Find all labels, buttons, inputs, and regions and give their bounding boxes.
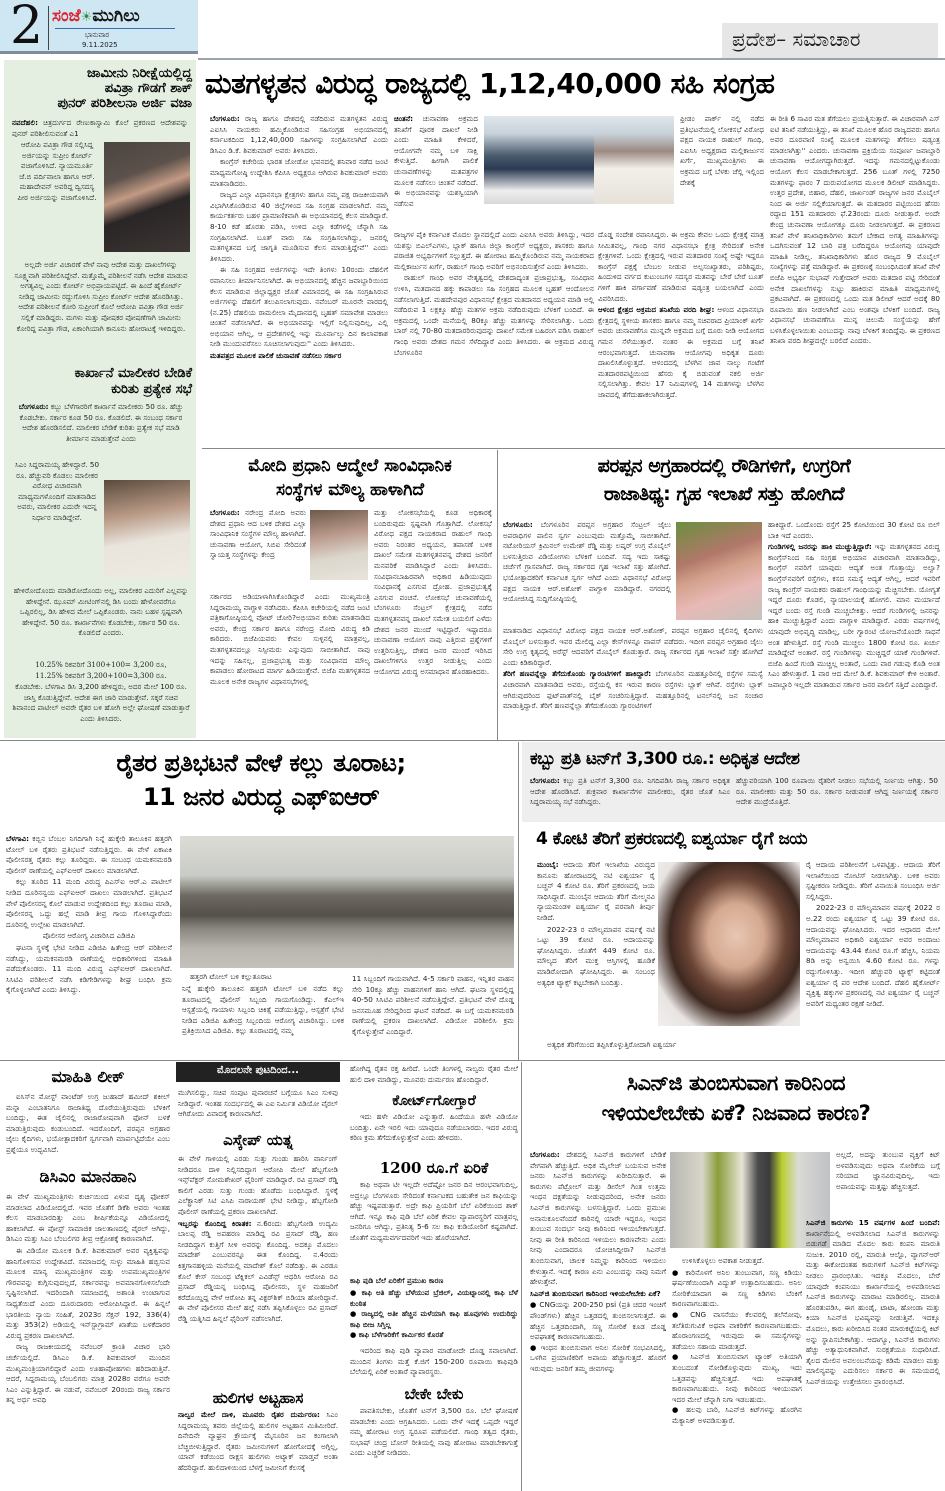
lead-col-2: ರಾಜ್ಯಗಳ ಪೈಕಿ ಕರ್ನಾಟಕ ಮೊದಲ ಸ್ಥಾನದಲ್ಲಿದೆ ಎಂದು ಎಐಸಿಸಿ ಅವರು ತಿಳಿಸಿದ್ದು, ಇದರ ಯಶಸ್ಸು ಬಿಎಲ್‌ಎಗಳು, ಬ್ಲಾಕ್ ಹಾಗೂ ಜಿಲ್ಲಾ ಕಾಂಗ್ರೆಸ್ ಅಧ್ಯಕ್ಷರು, ಶಾಸಕರು ಹಾಗೂ ಪರಾಜಿತ ಅಭ್ಯರ್ಥಿಗಳಿಗೆ ಸಲ್ಲುತ್ತದೆ. ಈ ಹೋರಾಟ ಹಮ್ಮಿಕೊಂಡಿರುವ ನಮ್ಮ ನಾಯಕರಾದ ಮಲ್ಲಿಕಾರ್ಜುನ ಖರ್ಗೆ, ರಾಹುಲ್ ಗಾಂಧಿ ಅವರಿಗೆ ಅಭಿನಂದಿಸುತ್ತೇನೆ ಎಂದು ತಿಳಿಸಿದರು. ರಾಹುಲ್ ಗಾಂಧಿ ಅವರ ನೇತೃತ್ವದಲ್ಲಿ ದೇಶದಾದ್ಯಂತ ಪ್ರಜಾಪ್ರಭುತ್ವ, ಸಂವಿಧಾನ ಉಳಿಸಿ, ಮತದಾನದ ಹಕ್ಕು ಕಾಪಾಡಲು ಸಹಿ ಸಂಗ್ರಹದ ಮೂಲಕ ಬೃಹತ್ ಆಂದೋಲನ ನಡೆಸಲಾಗುತ್ತಿದೆ. ಮಹದೇವಪುರ ವಿಧಾನಸಭೆ ಕ್ಷೇತ್ರದ ಮತದಾನದ ಅಧ್ಯಯನ ಮಾಡಿ ಅಲ್ಲಿ ನಡೆದಿರುವ 1 ಲಕ್ಷಕ್ಕೂ ಹೆಚ್ಚು ಮತಗಳ ಅಕ್ರಮ ನಡೆದಿರುವುದು ಬೆಳಕಿಗೆ ಬಂದಿದೆ. ಈ ಅಕ್ರಮದಲ್ಲಿ ಒಂದೇ ಮನೆಯಲ್ಲಿ 80ಕ್ಕೂ ಹೆಚ್ಚು ಮತಗಳನ್ನು ಸೇರಿಸಲಾಗಿತ್ತು. ಒಂದು ಬಾರ್ ನಲ್ಲಿ 70-80 ಮತದಾರರಿರುವುದನ್ನು ದಾಖಲೆ ಸಮೇತ ಬಹಿರಂಗ ಪಡಿಸಿ ರಾಹುಲ್ ಗಾಂಧಿ ಅವರು ದೇಶದ ಗಮನ ಸೆಳೆದಿದ್ದಾರೆ ಎಂದು ತಿಳಿಸಿದರು. ಈ ಅಕ್ರಮದ ವಿರುದ್ಧ ಬೆಂಗಳೂರಿನ (394, 230, 594, 357)
sugarcane-box (522, 742, 945, 822)
logo-underline (55, 28, 175, 29)
masthead-divider (48, 6, 49, 50)
cng-col-3-wrap: ಅಲ್ಲದೆ, ಅದನ್ನು ತುಂಬುವ ವ್ಯಕ್ತಿಗೆ ಕಿಟ್ ಅಳವಡಿಸುವುದು ಅಥವಾ ಸೋರಿಕೆಯ ಬಗ್ಗೆ ಸರಿಯಾದ ಜ್ಞಾನವಿರುವುದಿಲ್ಲ, ಇದು ಅಪಾಯವನ್ನು ಮತ್ತಷ್ಟು ಹೆಚ್ಚಿಸುತ್ತದೆ. (836, 1150, 940, 1191)
coffee-reasons-title: ಕಾಫಿ ಪುಡಿ ಬೆಲೆ ಏರಿಕೆಗೆ ಪ್ರಮುಖ ಕಾರಣ (350, 1276, 444, 1285)
siddaramaiah-photo (104, 480, 190, 578)
farmers-col-2: ನಿನ್ನೆ ಹುಕ್ಕೇರಿ ತಾಲೂಕಿನ ಹತ್ತರಗಿ ಟೋಲ್ ಬಳಿ ನಡೆದ ಕಲ್ಲು ತೂರಾಟದಲ್ಲಿ ಪೊಲೀಸ್ ಸಿಬ್ಬಂದಿ ಗಾಯಗೊಂಡಿದ್ದು. ಕೆಎಲ್‌ಇ ಆಸ್ಪತ್ರೆಯಲ್ಲಿ ಗಾಯಾಳು ಸಿಬ್ಬಂದಿ ಚಿಕಿತ್ಸೆ ಪಡೆಯುತ್ತಿದ್ದು, ಆಸ್ಪತ್ರೆಗೆ ಭೇಟಿ ನೀಡಿದ ಎಡಿಜಿಪಿ ಹಿತೇಂದ್ರ ಸಿಬ್ಬಂದಿಯ ಆರೋಗ್ಯ ವಿಚಾರಿಸಿದ್ದು. ಬಳಿಕ ಪ್ರತಿಕ್ರಿಯಿಸಿದ ಎಡಿಜಿಪಿ. ಕಲ್ಲು ತೂರಾಟದಲ್ಲಿ ನಮ್ಮ (182, 984, 344, 1036)
coffee-tail: ಇದರಿಂದ ಕಾಫಿ ಪುಡಿ ವ್ಯಾಪಾರ ಮಾಡೋದೇ ದೊಡ್ಡ ಸವಾಲಾಗಿದೆ. ಮುಂದಿನ ತಿಂಗಳು ಮತ್ತೆ ಕೆ.ಜಿಗೆ 150-200 ರೂಪಾಯಿ ಕಾಫಿಪುಡಿ ಬೆಲೆಯಲ್ಲಿ ಏರಿಕೆ ಅಂತಾರೆ ವ್ಯಾಪಾರಸ್ಥರು. (350, 1346, 518, 1377)
sidebar-calc-1: 10.25% ರಿಕವರಿಗೆ 3100+100= 3,200 ರೂ, (35, 660, 167, 669)
continued-banner (176, 1062, 340, 1082)
coffee-reason-item: ● ಕಾಫಿ ಬೆಳೆಗಾರಿಕೆಗೆ ಕಾರ್ಮಿಕರ ಕೊರತೆ (350, 1330, 518, 1341)
lead-col-3: ದೊಡ್ಡ ಸಂದೇಶ ರವಾನಿಸಿದ್ದರು. ಈ ಅಕ್ರಮ ಕೇವಲ ಒಂದು ಕ್ಷೇತ್ರಕ್ಕೆ ಮಾತ್ರ ಸೀಮಿತವಲ್ಲ, ಗಾಂಧಿ ನಗರ ವಿಧಾನಸಭಾ ಕ್ಷೇತ್ರ ಸೇರಿದಂತೆ ಅನೇಕ ಕ್ಷೇತ್ರಗಳಿವೆ. ಒಂದು ಕ್ಷೇತ್ರದಲ್ಲಿ ಇರುವ ಮತದಾರರ ಸಂಖ್ಯೆ ಅಷ್ಟೇ ಇದ್ದರೂ ಕಾಂಗ್ರೆಸ್ ಪಕ್ಷಕ್ಕೆ ಬೆಂಬಲ ನೀಡುವ ಅಲ್ಪಸಂಖ್ಯಾತರು, ಪರಿಶಿಷ್ಟರು, ಹಿಂದುಳಿದ ವರ್ಗದ ಕುಟುಂಬಗಳ ಸದಸ್ಯರ ಮತವನ್ನು ಬೇರೆ ಬೇರೆ ಬೂತ್ ಗಳಿಗೆ ಹಾಕಿ ವರ್ಗಾವಣೆ ಮಾಡಿರುವ ಷಡ್ಯಂತ್ರ ಬಯಲಾಗಿದೆ ಎಂದು ವಿವರಿಸಿದರು. ಆಳಂದ ಕ್ಷೇತ್ರದ ಅಕ್ರಮದ ತನಿಖೆಯ ವರದಿ ಶೀಘ್ರ: ಆಳಂದ ವಿಧಾನಸಭಾ ಕ್ಷೇತ್ರದಲ್ಲಿ ಸ್ಥಳೀಯ ಶಾಸಕರು ಹಾಗೂ ನಮ್ಮ ಸಚಿವರಾದ ಪ್ರಿಯಾಂಕ್ ಖರ್ಗೆ ಅವರು ಚುನಾವಣೆಗೂ ಮುನ್ನವೇ ಅಕ್ರಮದ ಬಗ್ಗೆ ದೂರು ನೀಡಿ ಆಯೋಗದ ಗಮನ ಸೆಳೆಯುತ್ತಾರೆ. ನಂತರ ಈ ಅಕ್ರಮದ ಬಗ್ಗೆ ತನಿಖೆ ಆರಂಭವಾಗುತ್ತದೆ. ಚುನಾವಣಾ ಆಯೋಗವು ಅಧಿಕೃತ ದೂರು ದಾಖಲಿಸಿಕೊಳ್ಳುತ್ತದೆ. ಆಳಂದದಲ್ಲಿ ಬೆಳಗಿನ ಜಾವ ನಾಲ್ಕು ಗಂಟೆಗೆ ಮತದಾರರಪಟ್ಟಿಯಿಂದ ಹೆಸರು ಕೈ ಬಿಡುವಂತೆ ನಕಲಿ ಅರ್ಜಿ ಸಲ್ಲಿಸಲಾಗಿತ್ತು. ಕೇವಲ 17 ನಿಮಿಷಗಳಲ್ಲಿ 14 ಮತಗಳನ್ನು ಬೆಳಗಿನ ಜಾವದಲ್ಲಿ ತೆಗೆದುಹಾಕಲಾಗಿರುತ್ತದೆ. (598, 230, 764, 399)
lead-col-2-wrap: ಚಿಂತನೆ: ಚುನಾವಣಾ ಅಕ್ರಮದ ತನಿಖೆಗೆ ಪೂರಕ ದಾಖಲೆ ನೀಡಿ ಎಂದು ಮಾಹಿತಿ ಕೇಳಿದರೆ, ಆಯೋಗವೇ ನಮ್ಮ ಬಳಿ ಸಾಕ್ಷಿ ಕೇಳುತ್ತಿದೆ. ಹೀಗಾಗಿ ಪಾಲಿಕೆ ಚುನಾವಣೆಗಳನ್ನು ಮತಪತ್ರಗಳ ಮೂಲಕ ನಡೆಸಲು ಚಿಂತನೆ ನಡೆದಿದೆ. ಈ ಅಭಿಯಾನವನ್ನು ಯಶಸ್ವಿಯಾಗಿ ನಡೆಸುವ (394, 114, 478, 208)
modi-col-2: ಮತ್ತು ಲೋಕಸಭೆಯಲ್ಲಿ ಕೂಡ ಅಧಿಕಾರಕ್ಕೆ ಬಂದಿರುವುದು ಸ್ಪಷ್ಟವಾಗಿ ಗೊತ್ತಾಗಿದೆ. ಲೋಕಸಭೆ ವಿರೋಧ ಪಕ್ಷದ ನಾಯಕರಾದ ರಾಹುಲ್ ಗಾಂಧಿ ಅವರು ನಿರಂತರ ಅಧ್ಯಯನ, ತಪಾಸಣೆ ಬಳಿಕ ದಾಖಲೆ ಸಮೇತ ಮತಗಳ್ಳತನವನ್ನ ದೇಶದ ಜನರಿಗೆ ಮನವರಿಕೆ ಮಾಡಿಸಿದ್ದಾರೆ ಎಂದು ತಿಳಿಸಿದರು. ಸಂವಿಧಾನಬಾಹಿರವಾಗಿ ಅಧಿಕಾರ ಹಿಡಿಯುವುದು ಸಂವಿಧಾನಕ್ಕೆ ಎಸಗುವ ದ್ರೋಹ. ಪ್ರಜಾಪ್ರಭುತ್ವಕ್ಕೆ ಎಸಗುವ ವಂಚನೆ. ಲೋಕಸಭೆ ಚುನಾವಣೆಯಲ್ಲಿ ಬೆಂಗಳೂರು ಸೆಂಟ್ರಲ್ ಕ್ಷೇತ್ರದಲ್ಲಿ ನಡೆದ ಮತಗಳ್ಳತನವನ್ನ ದಾಖಲೆ ಸಮೇತ ಬಯಲಿಗೆ ಎಳೆದು ದೇಶದ ಜನರ ಮುಂದೆ ಇಟ್ಟಿದ್ದಾರೆ. ಇಷ್ಟಾದರೂ ಚುನಾವಣಾ ಆಯೋಗ ನಾವು ಎತ್ತಿರುವ ಪ್ರಶ್ನೆಗಳಿಗೆ ಉತ್ತರಿಸುತ್ತಿಲ್ಲ, ದೇಶದ ಜನರ ಮುಂದೆ ಇರಿಸಿದ ದಾಖಲೆಗಳಿಗೂ ಉತ್ತರ ನೀಡುತ್ತಿಲ್ಲ ಎಂದು ಆಯೋಗದ ವಿರುದ್ಧ ಅಸಮಾಧಾನ ಹೊರಹಾಕಿದರು. (374, 508, 492, 676)
sidebar-headline-2: ಕಾರ್ಖಾನೆ ಮಾಲೀಕರ ಬೇಡಿಕೆ ಕುರಿತು ಪ್ರತ್ಯೇಕ ಸಭೆ (74, 366, 192, 397)
sunrise-logo-icon: ☀ (80, 10, 93, 25)
modi-col-1: ಸರ್ಕಾರದ ಅಡಿಯಾಳಾಗಿಸಿಕೊಂಡಿದ್ದಾರೆ ಎಂದು ಮುಖ್ಯಮಂತ್ರಿ ಸಿದ್ದರಾಮಯ್ಯ ವಾಗ್ದಾಳಿ ನಡೆಸಿದರು. ಕೆಪಿಸಿಸಿ ಕಚೇರಿಯಲ್ಲಿ ನಡೆದ ಜಂಟಿ ಪತ್ರಿಕಾಗೋಷ್ಠಿಯಲ್ಲಿ ವೋಟ್ ಚೋರಿ?ಅಭಿಯಾನ ಕುರಿತು ಮಾತನಾಡಿದ ಅವರು, ಕೇಂದ್ರ ಸರ್ಕಾರ ಹಾಗೂ ನರೇಂದ್ರ ಮೋದಿ ವಿರುದ್ಧ ಕಿಡಿ ಕಾರಿದರು. ಬಿಜೆಪಿಯವರು ಕೇವಲ ಸುಳ್ಳಿನಲ್ಲಿ ಮಾತ್ರವಲ್ಲ, ಮತಗಳ್ಳತನದಲ್ಲೂ ನಿಸ್ಸೀಮರು ಎನ್ನುವುದು ಸಾಬೀತಾಗಿದೆ. ನಾವು ಇದನ್ನು ಸಹಿಸಲ್ಲ, ಪ್ರಜಾಪ್ರಭುತ್ವ ಮತ್ತು ಸಂವಿಧಾನದ ಮೌಲ್ಯ ಕಾಪಾಡಲು ಹೋರಾಟದ ಮಾರ್ಗ ಹಿಡಿಯುತ್ತೇವೆ. ಬಿಜೆಪಿ ಮತಗಳ್ಳತನದ ಮೂಲಕ ಅನೇಕ ರಾಜ್ಯಗಳ ವಿಧಾನಸಭೆಗಳಲ್ಲಿ (210, 592, 370, 686)
lead-col-4: ಈ ರೀತಿ 6 ಸಾವಿರ ಮತ ತೆಗೆಯಲು ಪ್ರಯತ್ನಿಸುತ್ತಾರೆ. ಈ ವಿಚಾರವಾಗಿ ಎಸ್ ಐಟಿ ತನಿಖೆ ನಡೆಯುತ್ತಿದ್ದು, ಈ ತನಿಖೆ ಮೂಲಕ ಹೊರ ರಾಜ್ಯದವರು ಹಾಗೂ ಅವರ ದೂರವಾಣಿ ಸಂಖ್ಯೆ ಮೂಲಕ ಮತಗಳನ್ನು ತೆಗೆಸಲು ಷಡ್ಯಂತ್ರ ಮಾಡಲಾಗಿತ್ತು'' ಎಂದರು. ಚುನಾವಣಾ ಪ್ರಕ್ರಿಯೆಯ ಸಂಪೂರ್ಣ ಜವಾಬ್ದಾರಿ ಚುನಾವಣಾ ಆಯೋಗದ್ದಾಗಿರುತ್ತದೆ. ಇದನ್ನು ಗಮನದಲ್ಲಿಟ್ಟುಕೊಂಡು ಆಯೋಗ ಕೆಲಸ ಮಾಡಬೇಕಾಗುತ್ತದೆ. 256 ಬೂತ್ ಗಳಲ್ಲಿ 7250 ಮತಗಳನ್ನು ಫಾರಂ 7 ದುರುಪಯೋಗದ ಮೂಲಕ ಡಿಲೀಟ್ ಮಾಡಿಸಿದ್ದರು. ಉತ್ತರ ಪ್ರದೇಶ, ಬಿಹಾರ, ದೆಹಲಿ, ಜಾರ್ಖಂಡ್ ರಾಜ್ಯಗಳ ಜನರ ಮೊಬೈಲ್ ನಿಂದ ಈ ಅರ್ಜಿ ಸಲ್ಲಿಕೆಯಾಗುತ್ತದೆ. ಈ ಮತದಾರರ ಪಟ್ಟಿಯಿಂದ ಹೆಸರು ರದ್ದಾದ 151 ಮತದಾರರು ಫೆ.23ರಂದು ದೂರು ನೀಡುತ್ತಾರೆ. ಅಂದೇ ಕೇಂದ್ರ ಚುನಾವಣಾ ಆಯೋಗಕ್ಕೂ ದೂರು ನೀಡಲಾಗುತ್ತದೆ. ಈ ಪ್ರಕರಣದ ತನಿಖೆ ವೇಳೆ ತನಿಖಾಧಿಕಾರಿಗಳು ತಮಗೆ ಬೇಕಾದ ಅಗತ್ಯ ಮಾಹಿತಿಗಳನ್ನು ಒದಗಿಸುವಂತೆ 12 ಬಾರಿ ಪತ್ರ ಬರೆದಿದ್ದರೂ ಆಯೋಗವು ಯಾವುದೇ ಮಾಹಿತಿ ನೀಡಿಲ್ಲ. ತನಿಖಾಧಿಕಾರಿಗಳು ಹೊರ ರಾಜ್ಯದ 9 ಮೊಬೈಲ್ ಸಂಖ್ಯೆಗಳನ್ನು ಪತ್ತೆ ಮಾಡಿದ್ದಾರೆ. ಈ ಪ್ರಕರಣಕ್ಕೆ ಸಂಬಂಧಿಸಿದಂತೆ ತನಿಖೆ ವೇಳೆ ಬಿಜೆಪಿ ಅಭ್ಯರ್ಥಿ ಸುಭಾಷ್ ಗುತ್ತೇದಾರ್ ಅವರು ಮತದಾರ ಪಟ್ಟಿ ಸೇರಿದಂತೆ ಅನೇಕ ದಾಖಲೆಗಳನ್ನು ಸುಟ್ಟು ಹಾಕಿರುವ ಮಾಹಿತಿ ಮಾಧ್ಯಮಗಳಲ್ಲಿ ಪ್ರಕಟವಾಗಿದೆ. ಈ ಪ್ರಕರಣದಲ್ಲಿ ಒಂದು ಮತ ಡಿಲೀಟ್ ಆದರೆ ಅದಕ್ಕೆ 80 ರೂಪಾಯಿ ಹಣ ನೀಡಲಾಗಿದೆ ಎಂಬ ಅಂಶವೂ ಬೆಳಕಿಗೆ ಬಂದಿದೆ. ರಾಜ್ಯ ವಿಧಾನಸಭೆ ಚುನಾವಣೆಗೂ ಮುನ್ನ ಚಿಲುಮೆ ಸಂಸ್ಥೆಯನ್ನು ಹೇಗೆ ಬಳಸಿಕೊಳ್ಳಲಾಯಿತು ಎಂಬುದನ್ನು ನಾವು ಬೆಳಕಿಗೆ ತಂದಿದ್ದೆವು. ಈ ಪ್ರಕರಣದ ತನಿಖಾ ವರದಿ ಶೀಘ್ರದಲ್ಲೇ ಬರಲಿದೆ ಎಂದರು. (770, 114, 940, 346)
court-body: ಇದು ಹಳೇ ವಿಡಿಯೋ ಎನ್ನುತ್ತಾರೆ. ಹಿಂದೆಯೂ ಹಳೇ ವಿಡಿಯೋ ಬಂದಿತ್ತು. ಏನೇ ಇರಲಿ ಇದು ಯಾವುದೂ ನಡೆಯಬಾರದು. ಇದರ ವಿರುದ್ಧ ಕಠಿಣ ಕ್ರಮ ತೆಗೆದುಕೊಳ್ಳುತ್ತೇವೆ ಎಂದು ಹೇಳಿದರು. (350, 1112, 518, 1143)
parappana-headline: ಪರಪ್ಪನ ಅಗ್ರಹಾರದಲ್ಲಿ ರೌಡಿಗಳಿಗೆ, ಉಗ್ರರಿಗೆ ರಾಜಾತಿಥ್ಯ: ಗೃಹ ಇಲಾಖೆ ಸತ್ತು ಹೋಗಿದೆ (597, 455, 851, 505)
cng-bullet: ● ಇಂಧನ ತುಂಬಿಸುವಾಗ ಅನಿಲ ಸೋರಿಕೆ ಸಂಭವಿಸಿದಲ್ಲಿ, ಒಳಗಿನ ಪ್ರಯಾಣಿಕರಿಗೆ ಅಪಾಯ ಹೆಚ್ಚಾಗುತ್ತದೆ. ಹೊರಗೆ ಇರುವುದು ಜನರಿಗೆ ತಮ್ಮ ಜೀವಗಳನ್ನು (530, 1343, 666, 1375)
lower-rule (0, 1060, 945, 1061)
cng-bullet: ● ಹಲವು ಬಾರಿ, ಸಿಎನ್‌ಜಿ ಕಿಟ್‌ಗಳನ್ನು ಹೊರಗಿನ ಮೆಕ್ಯಾನಿಕ್ ಅಳವಡಿಸುತ್ತಾರೆ. (672, 1405, 802, 1426)
escape-headline: ಎಸ್ಕೇಪ್ ಯತ್ನ (223, 1131, 293, 1149)
continued-banner-label: ಮೊದಲನೇ ಪುಟದಿಂದ... (217, 1065, 299, 1076)
continued-body: ಈ ವೇಳೆ ಗಾಳಿಯಲ್ಲಿ ಎರಡು ಸುತ್ತು ಗುಂಡು ಹಾರಿಸಿ ವಾರ್ನಿಂಗ್ ನೀಡಿದರೂ ದಾಳಿ ನಿಲ್ಲಿಸದಿದ್ದಾಗ ಆರೋಪಿ ಮೇಲೆ ಹೆಬ್ಬಗೋಡಿ ಇನ್ಸ್‌ಪೆಕ್ಟರ್ ಸೋಮಶೇಖರ್ ಫೈರಿಂಗ್ ಮಾಡಿದ್ದಾರೆ. ರವಿ ಪ್ರಸಾದ್ ರೆಡ್ಡಿ ಕಾಲಿಗೆ ಎರಡು ಸುತ್ತು ಗುಂಡು ಹೊಡೆದು ಬಂಧಿಸಿದ್ದಾರೆ. ಸ್ಥಳಕ್ಕೆ ಎಲೆಕ್ಟ್ರಾನಿಕ್ ಸಿಟಿ ಎಸಿಪಿ ನಾರಾಯಣ್ ಭೇಟಿ ನೀಡಿದ್ದು, ಹೆಬ್ಬಗೋಡಿ ಪೊಲೀಸ್ ಠಾಣೆಯಲ್ಲಿ ಪ್ರಕರಣ ದಾಖಲಾಗಿದೆ. ಇಬ್ಬರನ್ನು ಕೊಂದಿದ್ದ ಕಿರಾತಕ: ನ.6ರಂದು ಹೆಬ್ಬಗೋಡಿ ಉದ್ಯಮಿ ಬಾಲಪ್ಪ ರೆಡ್ಡಿ ಅಪಹರಣ ಮಾಡಿದ್ದ ರವಿ ಪ್ರಸಾದ್ ರೆಡ್ಡಿ, ಹಣ ನೀಡದಿದ್ದಾಗ ಕುತ್ತಿಗೆ ಸೀಳಿ ಅವರನ್ನು ಕೊಂದಿದ್ದ. ಅದಕ್ಕೂ ಮೊದಲು ಮಾದೇಶ್ ಎಂಬುವರನ್ನೂ ಈತ ಕೊಂದಿದ್ದ. ನ.4ರಂದು ಕಿತ್ತಗಾನಹಳ್ಳಿಯ ಮನೆಯಲ್ಲಿ ಮಾದೇಶ್ ಕೊಲೆ ನಡೆದಿತ್ತು. ಈ ಎರಡೂ ಕೊಲೆ ಕೇಸ್ ಸಂಬಂಧ ಟೆಕ್ನಿಕಲ್ ಎವಿಡೆನ್ಸ್ ಆಧರಿಸಿ ಆರೋಪಿ ರವಿ ಪ್ರಸಾದ್ ರೆಡ್ಡಿಯನ್ನ ಬಂಧಿಸಿದ್ದ ಪೊಲೀಸರು, ಸ್ಥಳ ಮಹಜರಿಗೆ ಕರೆದೊಯ್ದಿದ್ದ ವೇಳೆ ಆರೋಪಿ ತನ್ನ ವಿಕ್ಟರ್‌ಶಿಕ್ ಬಿಡಿಯಾ ಹೋರಿದ್ದಾನೆ. ಈ ವೇಳೆ ಪೊಲೀಸರ ಮೇಲೆ ಹಲ್ಲೆ ನಡೆಸಿ ತಪ್ಪಿಸಿಕೊಳ್ಳಲು ರವಿ ಪ್ರಸಾದ್ ರೆಡ್ಡಿ ಯತ್ನಿಸಿದ ಹಿನ್ನಲೆ ಫೈರಿಂಗ್ ನಡೆಸಲಾಗಿದೆ. (178, 1154, 338, 1323)
aishwarya-photo (658, 862, 800, 1026)
coffee-reason-item: ● ರಾಜ್ಯದಲ್ಲಿ ಅತೀ ಹೆಚ್ಚಿನ ಮಳೆಯಾಗಿ ಕಾಫಿ ಹೂವುಗಳು ಉದುರಿದ್ದು ಕಾಫಿ ಬೀಜ ಸಿಗ್ತಿಲ್ಲ (350, 1309, 518, 1330)
aishwarya-headline: 4 ಕೋಟಿ ತೆರಿಗೆ ಪ್ರಕರಣದಲ್ಲಿ ಐಶ್ವರ್ಯಾ ರೈಗೆ ಜಯ (536, 829, 808, 849)
modi-wrap: ಬೆಂಗಳೂರು: ನರೇಂದ್ರ ಮೋದಿ ಅವರು ದೇಶದ ಪ್ರಧಾನಿ ಆದ ಬಳಿಕ ದೇಶದ ಎಲ್ಲಾ ಸಾಂವಿಧಾನಿಕ ಸಂಸ್ಥೆಗಳ ಮೌಲ್ಯ ಹಾಳಾಗಿದೆ. ಚುನಾವಣಾ ಆಯೋಗ, ಸಿಬಿಐ ಸೇರಿದಂತೆ ಸ್ವಾಯತ್ತ ಸಂಸ್ಥೆಗಳನ್ನು ಕೇಂದ್ರ (210, 508, 306, 560)
sidebar-lead-2: ಬೆಂಗಳೂರು: ಕಬ್ಬು ಬೆಳೆಗಾರರಿಗೆ ಕಾರ್ಖಾನೆ ಮಾಲೀಕರು 50 ರೂ. ಹೆಚ್ಚು ಕೊಡಬೇಕು. ಸರ್ಕಾರ ಕೂಡ 50 ರೂ. ಕೊಡಲಿದೆ. ಈ ಸಂಬಂಧ ಸರ್ಕಾರ ಆದೇಶ ಹೊರಡಿಸಲಿದೆ. ಮಾಲೀಕರ ಬೇಡಿಕೆ ಕುರಿತು ಪ್ರತ್ಯೇಕ ಸಭೆ ಮಾಡಿ ತೀರ್ಮಾನ ಮಾಡುತ್ತೇವೆ ಎಂದು (18, 402, 184, 443)
dcm-headline: ಡಿಸಿಎಂ ಮಾನಹಾನಿ (39, 1167, 137, 1186)
siddaramaiah-modi-photo (310, 510, 368, 580)
farmers-col-1: ಬೆಳಗಾವಿ: ಕಬ್ಬಿನ ಬೆಂಬಲ ನಿಗದಿಗಾಗಿ ನಿನ್ನೆ ಹುಕ್ಕೇರಿ ತಾಲೂಕಿನ ಹತ್ತರಗಿ ಟೋಲ್ ಬಳಿ ರೈತರು ಪ್ರತಿಭಟನೆ ನಡೆಸುತ್ತಿದ್ದರು. ಈ ವೇಳೆ ಏಕಾಏಕಿ ಪೊಲೀಸರತ್ತ ರೈತರು ಕಲ್ಲು ತೂರಿದ್ದರು. ಈ ಸಂಬಂಧ ಯಮಕನಮರಡಿ ಪೊಲೀಸ್ ಠಾಣೆಯಲ್ಲಿ ಎಫ್‌ಐಆರ್ ದಾಖಲು ಮಾಡಲಾಗಿದೆ. ಕಲ್ಲು ತೂರಿದ 11 ಮಂದಿ ವಿರುದ್ಧ ಪಿಎಸ್ಐ ಆರ್.ಎ ಪಾಟೀಲ್ ನೀಡಿದ ದೂರಿನನ್ವಯ ಎಫ್‌ಐಆರ್ ದಾಖಲು ಮಾಡಲಾಗಿದೆ. ಪ್ರತಿಭಟನೆ ವೇಳೆ ಪೊಲೀಸರನ್ನ ಕೊಲೆ ಮಾಡುವ ಉದ್ದೇಶದಿಂದ ಕಲ್ಲು ತೂರಾಟ ಮಾಡಿ, ಪೊಲೀಸರನ್ನ ಒದ್ದು ಹಲ್ಲೆ ಮಾಡಿ ತೀವ್ರ ಗಾಯ ಗೊಳಿಸಿದ್ದಾರೆಂದು ದೂರಿನಲ್ಲಿ ಉಲ್ಲೇಖ ಮಾಡಲಾಗಿದೆ. ಪೊಲೀಸರ ಆರೋಗ್ಯ ವಿಚಾರಿಸಿದ ಎಡಿಜಿಪಿ ಘಟನಾ ಸ್ಥಳಕ್ಕೆ ಭೇಟಿ ನೀಡಿದ ಎಡಿಜಿಪಿ ಹಿತೇಂದ್ರ ಆರ್ ಪರಿಶೀಲನೆ ನಡೆಸಿದ್ದು, ಯಮಕನಮರಡಿ ಠಾಣೆಯಲ್ಲಿ ಅಧಿಕಾರಿಗಳಿಂದ ಮಾಹಿತಿ ಪಡೆದುಕೊಂಡರು. 11 ಮಂದಿ ವಿರುದ್ಧ ಎಫ್‌ಐಆರ್ ದಾಖಲಾಗಿದೆ. ಸಿಸಿಟಿವಿ ಪರಿಶೀಲನೆ ನಡೆಸಿ ಕಿಡಿಗೇಡಿಗಳನ್ನು ಶೀಘ್ರ ಬಂಧಿಸಿ ಕ್ರಮ ಕೈಗೊಳ್ಳಲಾಗಿದೆ ಎಂದು ತಿಳಿಸಿದ್ದು. (6, 834, 172, 995)
parappana-wrap: ಬೆಂಗಳೂರು: ಬೆಂಗಳೂರಿನ ಪರಪ್ಪನ ಅಗ್ರಹಾರ ಸೆಂಟ್ರಲ್ ಜೈಲು ಅಪರಾಧಿಗಳ ಪಾಲಿನ ಸ್ವರ್ಗ ಎಂಬುವುದು ಮತ್ತೊಮ್ಮೆ ಸಾಬೀತಾಗಿದೆ. ನಟೋರಿಯಸ್ ಕ್ರಿಮಿನಲ್ ಉಮೇಶ್ ರೆಡ್ಡಿ ಮತ್ತು ಲಷ್ಕರ್ ಉಗ್ರ ಮೊಬೈಲ್ ಬಳಸುತ್ತಿರುವ ವಿಡಿಯೋಗಳು ಬೆಳಕಿಗೆ ಬಂದಿವೆ. ಸದ್ಯ ಇದು ಸಾಕಷ್ಟು ಚರ್ಚೆಗೆ ಗ್ರಾಸವಾಗಿದೆ. ರಾಜ್ಯ ಸರ್ಕಾರದ ಗೃಹ ಇಲಾಖೆ ಸತ್ತು ಹೋಗಿದೆ. ಭಯೋತ್ಪಾದಕರಿಗೆ ಕರ್ನಾಟಕ ಸ್ವರ್ಗ ಆಗಿದೆ ಎಂದು ವಿಧಾನಸಭೆ ವಿರೋಧ ಪಕ್ಷದ ನಾಯಕ ಆರ್.ಅಶೋಕ್ ವಾಗ್ದಾಳಿ ಮಾಡಿದ್ದಾರೆ. ನಗರದಲ್ಲಿ ಆಯೋಜಿಸಿದ್ದ ಸುದ್ದಿಗೋಷ್ಠಿಯಲ್ಲಿ (503, 520, 671, 604)
sidebar-tail: ಕೊಡಬೇಕು. ಬೆಳಗಾವಿ ಡಿಸಿ 3,200 ಹೇಳಿದ್ದರು, ಅದರ ಮೇಲೆ 100 ರೂ. ಜಾಸ್ತಿ ಕೊಡುತ್ತಿದ್ದೇವೆ. ಆದೇಶ ಈಗ ಜಾರಿ ಮಾಡುತ್ತೇವೆ. ಸಕ್ಕರೆ ಸಚಿವ ಶಿವಾನಂದ ಪಾಟೀಲ್ ಅವರೇ ರೈತರ ಬಳಿ ಹೋಗಿ ಅಲ್ಲೇ ಘೋಷಣೆ ಮಾಡುತ್ತಾರೆ ಎಂದು ತಿಳಿಸಿದರು. (12, 682, 190, 723)
tigers-headline: ಹುಲಿಗಳ ಅಟ್ಟಹಾಸ (212, 1389, 304, 1407)
court-headline: ಕೋರ್ಟ್‌ಗೋಗ್ತಾರೆ (392, 1093, 476, 1109)
sidebar-body-2: ಹೇಳಿರೋದೊಂದು ಮಾಡಿರೋದೊಂದು ಅಲ್ಲ, ಮಾಲೀಕರ ಎದುರಿಗೆ ಎಲ್ಲವನ್ನು ಹೇಳಿದ್ದೇನೆ. ಝೂಮ್ ಮೀಟಿಂಗ್‌ನಲ್ಲಿ ಡಿಸಿ ಬಂದು ಹೇಳೋವರೆಗೂ ಒಪ್ಪಿರಲಿಲ್ಲ, ಡಿಸಿ ಹೇಳಿದ ಮೇಲೆ ಒಪ್ಪಿಕೊಂಡರು. ನಾನು ಬಹಳ ಸ್ಪಷ್ಟವಾಗಿ ಹೇಳಿದ್ದೇನೆ. 50 ರೂ. ಕಾರ್ಖಾನೆಗಳು ಕೊಡಬೇಕು, ಸರ್ಕಾರ 50 ರೂ. ಕೊಡಲಿದೆ ಎಂದರು. (13, 586, 189, 638)
ashok-photo (676, 522, 762, 620)
demand-headline: ಬೇಕೇ ಬೇಕು (404, 1385, 464, 1403)
tigers-body: ನಾಲ್ವರ ಮೇಲೆ ದಾಳಿ, ಮೂವರು ರೈತರ ದುರ್ಮರಣ: ಸಿಎಂ ಸಿದ್ದರಾಮಯ್ಯ ತವರು ಜಿಲ್ಲೆಯಲ್ಲಿ ಹುಲಿಗಳ ಅಟ್ಟಹಾಸ ಮಿತಿಮೀರಿದೆ. ದಿನೇದಿನೇ ವ್ಯಾಘ್ರನ ಕ್ರೌರ್ಯಕ್ಕೆ ಮೈಸೂರಿನ ಜನ ಕಂಗಾಲಾಗಿ ಬೆಚ್ಚಿಬೀಳುತ್ತಿದ್ದಾರೆ. ರೈತರು ಜಮೀನುಗಳಿಗೆ ಹೋಗೋದಕ್ಕೆ ಅಗ್ಗಿಲ್ಲ, ಯಾವ್ ಕಡೆಯಿಂದ ರಾಕ್ಷಸ ಹುಲಿಗಳು ಅಟ್ಯಾಕ್ ಮಾಡ್ತವೆ ಅಂತಾ ಹೆದರಿದ್ದಾರೆ. ಹುಲಿದಾಳಿಯಿಂದ ಬೆಳಗ್ಗೆ ಜಮೀನಿಗೆ ಕೆಲಸಕ್ಕೆ (178, 1410, 338, 1472)
pavithra-photo (104, 142, 190, 252)
cng-bullet: ● CNG ವಾಸನೆಯು ಕೆಲವರಲ್ಲಿ ತಲೆನೋವು, ತಲೆತಿರುಗುವಿಕೆ ಅಥವಾ ವಾಕರಿಕೆಗೆ ಕಾರಣವಾಗಬಹುದು. ಹೊರಾಂಗಣದಲ್ಲಿ ಇರುವುದು ಈ ಸಮಸ್ಯೆಗಳನ್ನು ತಡೆಯಲು ಸಹಾಯ ಮಾಡುತ್ತದೆ. (672, 1310, 802, 1352)
header-rule (198, 58, 945, 60)
coffee-reasons (350, 1288, 518, 1341)
cng-bullet: ● ಕಾರಿನೊಳಗೆ ಅನಿಲ ತುಂಬುವಾಗ, ಸಣ್ಣ ಕಿಡಿಯು ಘರ್ಷಣೆಯಿಂದಾಗಿ ವಿದ್ಯುತ್ ಉತ್ಪಾದಿಸಬಹುದು. ಅನಿಲ ಸೋರಿಕೆಯಾದಾಗ ಈ ಸಣ್ಣ ಕಿಡಿಗಳು ಬೆಂಕಿಗೆ ಕಾರಣವಾಗಬಹುದು. (672, 1268, 802, 1310)
aishwarya-col-1: ಮುಂಬೈ: ಆದಾಯ ತೆರಿಗೆ ಇಲಾಖೆಯ ವಿರುದ್ಧದ ಕಾನೂನು ಹೋರಾಟದಲ್ಲಿ ನಟಿ ಐಶ್ವರ್ಯಾ ರೈ ಬಚ್ಚನ್ 4 ಕೋಟಿ ರೂ. ತೆರಿಗೆ ಪ್ರಕರಣದಲ್ಲಿ ಜಯ ಸಾಧಿಸಿದ್ದಾರೆ. ಮುಂಬೈನ ಆದಾಯ ತೆರಿಗೆ ಮೇಲ್ಮನವಿ ನ್ಯಾಯಮಂಡಳಿ ಐಶ್ವರ್ಯಾ ರೈ ಪರವಾಗಿ ತೀರ್ಪು ನೀಡಿದೆ. 2022-23 ರ ಮೌಲ್ಯಮಾಪನ ವರ್ಷಕ್ಕೆ ನಟಿ ಒಟ್ಟು 39 ಕೋಟಿ ರೂ. ಆದಾಯವನ್ನು ಘೋಷಿಸಿದ್ದರು. ಜೊತೆಗೆ 449 ಕೋಟಿ ರೂ. ಮೌಲ್ಯದ ತೆರಿಗೆ ಮುಕ್ತ ಆಸ್ತಿಗಳಲ್ಲಿ ಹೂಡಿಕೆ ಮಾಡಿರೋದಾಗಿ ಘೋಷಿಸಿದ್ದರು. ಈ ಸಂಬಂಧ ಅತ್ಯಧಿಕ ಟ್ಯಾಕ್ಸ್ ಕಟ್ಟಬೇಕಾಗಿ ಬಂದಿತ್ತು. (537, 860, 655, 987)
coffee-body: ಕಾಫಿ ಅಥವಾ ಟೀ ಇಲ್ಲದೇ ಅದೆಷ್ಟೋ ಜನರ ದಿನ ಆರಂಭವಾಗುದಿಲ್ಲ, ಅದ್ರಲ್ಲೂ ಬೆಂಗಳೂರು ಸೇರಿದಂತೆ ಕರ್ನಾಟಕದ ಬಹುತೇಕ ಜನ ಕಾಫಿಯನ್ನು ಹೆಚ್ಚು ಇಷ್ಟಪಡುತ್ತಾರೆ. ಅದ್ರೇ ಕಾಫಿ ಪ್ರಿಯರಿಗೆ ಬೆಲೆ ಏರಿಕೆಯಿಂದ ಶಾಕ್ ಆಗಿದೆ. ಇನ್ನೂ ಕಾಫಿ ಪುಡಿ ಬೆಲೆ ಏರಿಕೆ ಕೇವಲ ವ್ಯಾಪಾರಸ್ಥರಿಗೆ ಮಾತ್ರವಲ್ಲ ಜನರಿಗೂ ಆಗಿದ್ದು, ಪ್ರತಿನಿತ್ಯ 5-6 ಸಲ ಕಾಫಿ ಕುಡಿಯೋರಿಗೆ ಕಷ್ಟವಾಗಿದೆ. ಜೊತೆಗೆ ಮಧ್ಯಮವರ್ಗದವರಿಗೆ ಇದು ಹೊರೆಯಾಗಿದೆ. (350, 1180, 518, 1242)
lead-headline: ಮತಗಳ್ಳತನ ವಿರುದ್ಧ ರಾಜ್ಯದಲ್ಲಿ 1,12,40,000 ಸಹಿ ಸಂಗ್ರಹ (205, 67, 775, 100)
leak-body: ಈ ವೇಳೆ ಮುಖ್ಯಮಂತ್ರಿಗಳು ಕುರ್ಚಿಯಿಂದ ಏಳುವ ದೃಶ್ಯ ಫೋಕಸ್ ಮಾಡಲಾದ ವಿಡಿಯೋದಲ್ಲಿದೆ. ಇವರ ಜೊತೆಗೆ ಡಿಕೆಶಿ ಅವರು ಇಂತಹ ಕೆಲಸ ಮಾಡಬಾರದಿತ್ತು ಎಂಬ ಶೀರ್ಷಿಕೆಯನ್ನೂ ವಿಡಿಯೋದಲ್ಲಿ ಹಾಕಲಾಗಿದೆ. ಈ ಪೋಸ್ಟ್ ಸಾಮಾಜಿಕ ಜಾಲತಾಣದಲ್ಲಿ ವೈರಲ್ ಆಗಿದ್ದು, ಡಿಸಿಎಂ ಮತ್ತು ಸಿಎಂ ಬೆಂಬಲಿಗರ ತೀವ್ರ ಆಕ್ರೋಶಕ್ಕೆ ಕಾರಣವಾಗಿದೆ. ಈ ವಿಡಿಯೋ ಮೂಲಕ ಡಿ.ಕೆ. ಶಿವಕುಮಾರ್ ಅವರ ವ್ಯಕ್ತಿತ್ವವನ್ನು ಹಾನಿಗೊಳಿಸುವ ಉದ್ದೇಶವಿದೆ. ಸಮಾಜದಲ್ಲಿ ಸುಳ್ಳು ಮಾಹಿತಿ ಹಬ್ಬಿಸುವ ಮೂಲಕ ಮಾನ್ಯ ಮುಖ್ಯಮಂತ್ರಿಗಳ ಮತ್ತು ಉಪಮುಖ್ಯಮಂತ್ರಿಗಳ ಗೌರವವನ್ನು ಕುಗ್ಗಿಸುವುದಲ್ಲದೆ, ಸರ್ಕಾರವನ್ನು ಅವಮಾನಗೊಳಿಸಲೆಂದೇ ಸೃಷ್ಟಿಸಲಾಗಿದೆ. ಇದರಿಂದಾಗಿ ಸಮಾಜದಲ್ಲಿ ಅಶಾಂತಿ ಉಂಟಾಗುವ ಸಾಧ್ಯತೆಯಿದೆ ಎಂದು ದೂರುದಾರರು ಆರೋಪಿಸಿದ್ದಾರೆ. ಈ ಹಿನ್ನಲೆ ಭಾರತೀಯ ನ್ಯಾಯ ಸಂಹಿತೆ, 2023ರ ಸೆಕ್ಷನ್ 192, 336(4) ಮತ್ತು 353(2) ಅಡಿಯಲ್ಲಿ ಇನ್‌ಸ್ಟಾಗ್ರಾಮ್ ಖಾತೆಯ ಬಳಕೆದಾರರ ವಿರುದ್ಧ ಪ್ರಕರಣ ದಾಖಲಾಗಿದೆ. ರಾಜ್ಯ ರಾಜಕೀಯದಲ್ಲಿ ನವೆಂಬರ್ ಕ್ರಾಂತಿ ವಿಚಾರ ಭಾರಿ ಚರ್ಚೆಯಲ್ಲಿದೆ. ಡಿಸಿಎಂ ಡಿ.ಕೆ. ಶಿವಕುಮಾರ್ ಮುಂದಿನ ಮುಖ್ಯಮಂತ್ರಿಯಾಗಲಿದ್ದಾರೆ ಎಂದು ಊಹಾಪೋಹಗಳು ಹರಿದಾಡುತ್ತಿವೆ. ಆದರೆ, ಸಿದ್ದರಾಮಯ್ಯ ಬೆಂಬಲಿಗರು ಮಾತ್ರ 2028ರ ವರೆಗೂ ಅವರೇ ಸಿಎಂ ಎನ್ನುತ್ತಿದ್ದಾರೆ. ಈ ನಡುವೆ, ನವೆಂಬರ್ 20ರಂದು ರಾಜ್ಯ ಸರ್ಕಾರ ತನ್ನ ಅರ್ಧ ಅವಧಿ (6, 1192, 170, 1405)
farmers-headline: ರೈತರ ಪ್ರತಿಭಟನೆ ವೇಳೆ ಕಲ್ಲು ತೂರಾಟ; 11 ಜನರ ವಿರುದ್ಧ ಎಫ್‌ಐಆರ್ (116, 749, 406, 811)
sidebar-wrap-text: ಆರೋಪಿ ಪವಿತ್ರಾ ಗೌಡ ಸಲ್ಲಿಸಿದ್ದ ಅರ್ಜಿಯನ್ನು ಸುಪ್ರೀಂ ಕೋರ್ಟ್ ವಜಾಗೊಳಿಸಿದೆ. ನ್ಯಾಯಮೂರ್ತಿ ಜೆ.ಬಿ ಪರ್ದಿವಾಲಾ ಹಾಗೂ ಆರ್. ಮಹಾದೇವನ್ ಅವರಿದ್ದ ದ್ವಿಸದಸ್ಯ ಪೀಠ ಅರ್ಜಿಯನ್ನು ವಜಾಗೊಳಿಸಿದೆ. (17, 140, 97, 202)
cng-headline: ಸಿಎನ್‌ಜಿ ತುಂಬಿಸುವಾಗ ಕಾರಿನಿಂದ ಇಳಿಯಲೇಬೇಕು ಏಕೆ? ನಿಜವಾದ ಕಾರಣ? (601, 1071, 871, 1125)
farmers-protest-photo (180, 836, 514, 968)
paper-name-red: ಸಂಜೆ (52, 6, 81, 26)
lead-col-1: ಬೆಂಗಳೂರು: ರಾಜ್ಯ ಹಾಗೂ ದೇಶದಲ್ಲಿ ನಡೆದಿರುವ ಮತಗಳ್ಳತನ ವಿರುದ್ಧ ಎಐಸಿಸಿ ನಾಯಕರು ಹಮ್ಮಿಕೊಂಡಿರುವ ಸಹಿಸಂಗ್ರಹ ಅಭಿಯಾನದಲ್ಲಿ ಕರ್ನಾಟಕದಿಂದ 1,12,40,000 ಸಹಿಗಳನ್ನು ಸಂಗ್ರಹಿಸಲಾಗಿದೆ ಎಂದು ಡಿಸಿಎಂ ಡಿ.ಕೆ. ಶಿವಕುಮಾರ್ ಅವರು ತಿಳಿಸಿದರು. ಕಾಂಗ್ರೆಸ್ ಕಚೇರಿಯ ಭಾರತ ಜೋಡೋ ಭವನದಲ್ಲಿ ಶನಿವಾರ ನಡೆದ ಜಂಟಿ ಮಾಧ್ಯಮಗೋಷ್ಠಿ ಉದ್ದೇಶಿಸಿ ಕೆಪಿಸಿಸಿ ಅಧ್ಯಕ್ಷರೂ ಆಗಿರುವ ಶಿವಕುಮಾರ್ ಅವರು ಮಾತನಾಡಿದರು. ರಾಜ್ಯದ ಎಲ್ಲಾ ವಿಧಾನಸಭಾ ಕ್ಷೇತ್ರಗಳು ಹಾಗೂ ನಮ್ಮ ಪಕ್ಷ ರಾಜಕೀಯವಾಗಿ ವಿಭಾಗಿಸಿಕೊಂಡಿರುವ 40 ಜಿಲ್ಲೆಗಳಿಂದ ಸಹಿ ಸಂಗ್ರಹ ಮಾಡಲಾಗಿದೆ. ನಮ್ಮ ಕಾರ್ಯಕರ್ತರು ಬಹಳ ಪ್ರಾಮಾಣಿಕವಾಗಿ ಈ ಅಭಿಯಾನದಲ್ಲಿ ಕೆಲಸ ಮಾಡಿದ್ದಾರೆ. 8-10 ಕಡೆ ಹೊರತು ಪಡಿಸಿ, ಉಳಿದ ಎಲ್ಲಾ ಕಡೆಗಳಲ್ಲಿ ಚೆನ್ನಾಗಿ ಸಹಿ ಸಂಗ್ರಹಿಸಲಾಗಿದೆ. ಬೂತ್ ವಾರು ಸಹಿ ಸಂಗ್ರಹಿಸಲಾಗಿದ್ದು, ಜನರಲ್ಲಿ ಮತಗಳ್ಳತನದ ಬಗ್ಗೆ ಜಾಗೃತಿ ಮೂಡಿಸುವ ಕೆಲಸ ಮಾಡುತ್ತಿದ್ದೇವೆ'' ಎಂದು ತಿಳಿಸಿದರು. ಈ ಸಹಿ ಸಂಗ್ರಹದ ಅರ್ಜಿಗಳನ್ನು ಇದೇ ತಿಂಗಳು 10ರಂದು ದೆಹಲಿಗೆ ರವಾನಿಸಲು ತೀರ್ಮಾನಿಸಲಾಗಿದೆ. ಈ ಅಭಿಯಾನದಲ್ಲಿ ಹೆಚ್ಚಿನ ಜವಾಬ್ದಾರಿಯಿಂದ ಕೆಲಸ ಮಾಡಿರುವ ಜಿಲ್ಲಾಧ್ಯಕ್ಷರ ಜೊತೆ ವಿಮಾನದಲ್ಲಿ ಈ ಸಹಿ ಸಂಗ್ರಹಿಸಿರುವ ಅರ್ಜಿಗಳನ್ನು ದೆಹಲಿಗೆ ತಲುಪಿಸಲಾಗುವುದು. ನವೆಂಬರ್ ಮೂರನೇ ವಾರದಲ್ಲಿ (ನ.25) ದೆಹಲಿಯ ರಾಮಲೀಲಾ ಮೈದಾನದಲ್ಲಿ ಬೃಹತ್ ಸಮಾವೇಶ ಮಾಡಲು ಚಿಂತನೆ ನಡೆಸಲಾಗಿದೆ. ಈ ಅಭಿಯಾನವನ್ನು ಇಲ್ಲಿಗೆ ನಿಲ್ಲಿಸುವುದಿಲ್ಲ, ಎಲ್ಲಿ ಅಭಿಯಾನ ಆಗಿಲ್ಲ, ಆ ಪ್ರದೇಶಗಳಲ್ಲಿ ಇನ್ನು ಮೂರ್ನಾಲ್ಕು ದಿನ ಕಾಲಾವಕಾಶ ನೀಡಿ ಮುಂದುವರೆಸಲು ಸೂಚಿಸಲಾಗುವುದು'' ಎಂದು ತಿಳಿಸಿದರು. ಮತಪತ್ರದ ಮೂಲಕ ಪಾಲಿಕೆ ಚುನಾವಣೆ ನಡೆಸಲು ಸರ್ಕಾರ (210, 114, 388, 361)
sidebar (4, 60, 196, 738)
cng-col-1: ಬೆಂಗಳೂರು: ದೇಶದಲ್ಲಿ ಸಿಎನ್‌ಜಿ ಕಾರುಗಳಿಗೆ ಬೇಡಿಕೆ ವೇಗವಾಗಿ ಹೆಚ್ಚುತ್ತಿದೆ. ಅಧಿಕ ಮೈಲೇಜ್ ಬಯಸುವ ಅನೇಕ ಜನರು ಸಿಎನ್‌ಜಿ ಕಾರುಗಳನ್ನು ಖರೀದಿಸುತ್ತಾರೆ. ಈ ಕಾರುಗಳು ಪೆಟ್ರೋಲ್ ಮತ್ತು ಡೀಸೆಲ್ ಗಿಂತ ಉತ್ತಮ ಇಂಧನ ದಕ್ಷತೆಯನ್ನು ನೀಡುವುದರಿಂದ, ಅನೇಕ ಜನರು ಸಿಎನ್‌ಜಿ ಕಾರುಗಳನ್ನು ಬಳಸುತ್ತಿದ್ದಾರೆ. ಒಂದು ಪ್ರಮುಖ ಅನಾನುಕೂಲವೆಂದರೆ ಕಾರಿನಲ್ಲಿ ಯಾರೇ ಇದ್ದರೂ, ಇಂಧನ ತುಂಬುವ ಸಂದರ್ಭ ನೀವು ಕಾರಿನಿಂದ ಇಳಿಯಬೇಕಾಗುತ್ತದೆ. ನೀವು ಈ ರೀತಿ ಕಾರಿನಿಂದ ಇಳಿಯಲು ಕಾರಣವೇನು ಎಂದು ನೀವು ಎಂದಾದರೂ ಯೋಚಿಸಿದ್ದೀರಾ? ಸಿಎನ್‌ಜಿ ತುಂಬಿಸುವಾಗ, ಚಾಲಕ ನಿಮ್ಮನ್ನು ಕಾರಿನಿಂದ ಇಳಿಯಲು ಕೇಳುತ್ತಾನೆ. ಇದಕ್ಕೆ ಕಾರಣ ಏನು ಎಂಬುದನ್ನು ನಾವು ನಿಮಗೆ ಹೇಳುತ್ತೇವೆ. ಸಿಎನ್‌ಜಿ ತುಂಬಿಸುವಾಗ ಕಾರಿನಿಂದ ಇಳಿಯಲೇಬೇಕು ಏಕೆ? ● CNGಯನ್ನು 200-250 psi (ಪ್ರತಿ ಚದರ ಇಂಚಿಗೆ ಪೌಂಡ್‌ಗಳು) ಹೆಚ್ಚಿನ ಒತ್ತಡದಲ್ಲಿ ತುಂಬಿಸಲಾಗುತ್ತದೆ. ಈ ಹೆಚ್ಚಿನ ಒತ್ತಡದಿಂದಾಗಿ, ಸಣ್ಣ ಸೋರಿಕೆ ಕೂಡ ದೊಡ್ಡ ಅಪಘಾತಕ್ಕೆ ಕಾರಣವಾಗಬಹುದು. ● ಇಂಧನ ತುಂಬಿಸುವಾಗ ಅನಿಲ ಸೋರಿಕೆ ಸಂಭವಿಸಿದಲ್ಲಿ, ಒಳಗಿನ ಪ್ರಯಾಣಿಕರಿಗೆ ಅಪಾಯ ಹೆಚ್ಚಾಗುತ್ತದೆ. ಹೊರಗೆ ಇರುವುದು ಜನರಿಗೆ ತಮ್ಮ ಜೀವಗಳನ್ನು (530, 1150, 666, 1374)
leak-headline: ಮಾಹಿತಿ ಲೀಕ್ (51, 1067, 125, 1086)
sidebar-calc-2: 11.25% ರಿಕವರಿಗೆ 3,200+100=3,300 ರೂ. (35, 671, 167, 680)
cng-col-3: ಸಿಎನ್‌ಜಿ ಕಾರುಗಳು 15 ವರ್ಷಗಳ ಹಿಂದೆ ಬಂದಿವೆ: ಕಾರ್ಖಾನೆಯಲ್ಲಿ ಅಳವಡಿಸಲಾದ ಸಿಎನ್‌ಜಿ ಕಾರುಗಳನ್ನು ಬಿಡುಗಡೆ ಮಾಡಿದ ಮೊದಲ ಕಾರು ಕಂಪನಿ ಮಾರುತಿ ಸುಜುಕಿ. 2010 ರಲ್ಲಿ, ಮಾರುತಿ ಆಲ್ಟೊ, ವ್ಯಾಗನ್‌ಆರ್ ಮತ್ತು ಈಕೋದಂತಹ ಕಾರುಗಳಿಗೆ ಸಿಎನ್‌ಜಿ ಕಿಟ್‌ಗಳನ್ನು ನೀಡಲು ಪ್ರಾರಂಭಿಸಿತು. ಇದಕ್ಕೂ ಮೊದಲು, ಬೇರೆ ಯಾವುದೇ ಕಂಪನಿಯು ಕಾರ್ಖಾನೆಯಲ್ಲಿ ಅಳವಡಿಸಲಾದ ಸಿಎನ್‌ಜಿ ಕಾರುಗಳನ್ನು ಮಾರಾಟ ಮಾಡಿರಲಿಲ್ಲ. ಮಾರುತಿ ಹೊರತುಪಡಿಸಿ, ಈಗ ಹುಂಡೈ, ಟಾಟಾ, ಹೋಂಡಾ ಮತ್ತು ಕಿಯಾ ಸಿಎನ್‌ಜಿ ಭವಿಷ್ಯವನ್ನು ನೀಡುತ್ತಿವೆ. ಇದಕ್ಕೂ ಮೊದಲು, ಕಾರು ಖರೀದಿಸಿದ ನಂತರ ಮಾರುಕಟ್ಟೆಯಲ್ಲಿ ಕಿಟ್ ಅನ್ನು ಸ್ಥಾಪಿಸಬೇಕಾಗಿತ್ತು. ಆದಾಗ್ಯೂ, ಸಿಎನ್‌ಜಿ ಕಾರುಗಳು ಹೆಚ್ಚು ಅತ್ಯಾಧುನಿಕವಾಗಿವೆ. ಸುರಕ್ಷತೆಯೂ ಸುಧಾರಿಸಿದೆ. ತೈಲದ ಮೇಲಿನ ಅವಲಂಬನೆಯನ್ನು ಕಡಿಮೆ ಮಾಡಲು ಮತ್ತು ಮಾಲಿನ್ಯವನ್ನು ಎದುರಿಸಲು ಸರ್ಕಾರ ಈ ಸಮಯದಲ್ಲಿ ಸಿಎನ್‌ಜಿಯನ್ನು ಉತ್ತೇಜಿಸಲು ಪ್ರಾರಂಭಿಸಿದೆ. (806, 1218, 940, 1386)
sidebar-headline: ಜಾಮೀನು ನಿರೀಕ್ಷೆಯಲ್ಲಿದ್ದ ಪವಿತ್ರಾ ಗೌಡಗೆ ಶಾಕ್ ಪುನರ್ ಪರಿಶೀಲನಾ ಅರ್ಜಿ ವಜಾ (57, 66, 192, 111)
section-title: ಪ್ರದೇಶ– ಸಮಾಚಾರ (732, 27, 861, 51)
sidebar-body: ಅಲ್ಲದೇ ಅರ್ಜಿ ವಿಚಾರಣೆ ವೇಳೆ ನಾವು ಆದೇಶ ಮತ್ತು ದಾಖಲೆಗಳನ್ನು ಸೂಕ್ಷ್ಮವಾಗಿ ಪರಿಶೀಲಿಸಿದ್ದೇವೆ. ಮತ್ತೊಮ್ಮೆ ಪರಿಶೀಲನೆ ನಡೆಸಿ ಆದೇಶ ಮಾಡುವ ಅಗತ್ಯವಿಲ್ಲ ಎಂದು ಕೋರ್ಟ್ ಅಭಿಪ್ರಾಯಪಟ್ಟಿದೆ. ಈ ಹಿಂದೆ ಹೈಕೋರ್ಟ್ ನೀಡಿದ್ದ ಜಾಮೀನು ರದ್ದುಗೊಳಿಸಿ ಸುಪ್ರೀಂ ಕೋರ್ಟ್ ಆದೇಶ ಹೊರಡಿಸಿತ್ತು. ಆದೇಶ ಪರಿಶೀಲನೆ ಕೋರಿ ಸುಪ್ರೀಂಗೆ ಕೊಲೆ ಆರೋಪಿ ಪವಿತ್ರಾ ಗೌಡ ಅರ್ಜಿ ಸಲ್ಲಿಕೆ ಮಾಡಿದ್ದರು. ಮಗಳು ಮತ್ತು ಪೋಷಕರ ಪೋಷಣೆಗಾಗಿ ಜಾಮೀನು ಕೋರಿದ್ದ ಪವಿತ್ರಾ ಗೌಡ, ಏಕಾಂಗಿಯಾಗಿ ಕಾನೂನು ಹೋರಾಟಕ್ಕೆ ಇಳಿದಿದ್ದರು. (14, 260, 188, 333)
paper-name-black: ಮುಗಿಲು (92, 6, 140, 26)
issue-day: ಭಾನುವಾರ (85, 31, 110, 39)
page-number: 2 (10, 0, 44, 56)
demand-body: ಪಾವತಿಸಬೇಕು, ಜೊತೆಗೆ ಟನ್‌ಗೆ 3,500 ರೂ. ಬೆಲೆ ಘೋಷಣೆ ಮಾಡಬೇಕು ಎಂದು ಆಗ್ರಹಿಸಿದರು. ಒಂದು ವೇಳೆ ಇದಕ್ಕೆ ಒಪ್ಪದೇ ಇದ್ದರೆ ನಮ್ಮ ಹೋರಾಟ ಉಗ್ರ ಸ್ವರೂಪ ಪಡೆಯಲಿದೆ. ಗಾಂಧಿ ತತ್ವದ ರೈತರು, ಸುಭಾಷ್ ಚಂದ್ರ ಬೋಸ್ ರೀತಿಯಲ್ಲಿ ನಾವು ಹೋರಾಟ ಮಾಡಬೇಕಾಗುತ್ತೆ ಎಂದು ಎಚ್ಚರಿಕೆ ನೀಡಿದರು. (350, 1406, 518, 1458)
cng-bullet: ● CNGಯನ್ನು 200-250 psi (ಪ್ರತಿ ಚದರ ಇಂಚಿಗೆ ಪೌಂಡ್‌ಗಳು) ಹೆಚ್ಚಿನ ಒತ್ತಡದಲ್ಲಿ ತುಂಬಿಸಲಾಗುತ್ತದೆ. ಈ ಹೆಚ್ಚಿನ ಒತ್ತಡದಿಂದಾಗಿ, ಸಣ್ಣ ಸೋರಿಕೆ ಕೂಡ ದೊಡ್ಡ ಅಪಘಾತಕ್ಕೆ ಕಾರಣವಾಗಬಹುದು. (530, 1300, 666, 1342)
cng-col-2: ಉಳಿಸಿಕೊಳ್ಳಲು ಅವಕಾಶ ನೀಡುತ್ತದೆ. ● ಕಾರಿನೊಳಗೆ ಅನಿಲ ತುಂಬುವಾಗ, ಸಣ್ಣ ಕಿಡಿಯು ಘರ್ಷಣೆಯಿಂದಾಗಿ ವಿದ್ಯುತ್ ಉತ್ಪಾದಿಸಬಹುದು. ಅನಿಲ ಸೋರಿಕೆಯಾದಾಗ ಈ ಸಣ್ಣ ಕಿಡಿಗಳು ಬೆಂಕಿಗೆ ಕಾರಣವಾಗಬಹುದು. ● CNG ವಾಸನೆಯು ಕೆಲವರಲ್ಲಿ ತಲೆನೋವು, ತಲೆತಿರುಗುವಿಕೆ ಅಥವಾ ವಾಕರಿಕೆಗೆ ಕಾರಣವಾಗಬಹುದು. ಹೊರಾಂಗಣದಲ್ಲಿ ಇರುವುದು ಈ ಸಮಸ್ಯೆಗಳನ್ನು ತಡೆಯಲು ಸಹಾಯ ಮಾಡುತ್ತದೆ. ● ಸಿಎನ್‌ಜಿ ತುಂಬಿಸುವಾಗ ಟ್ಯಾಂಕ್ ಅತಿಯಾಗಿ ತುಂಬದಂತೆ ನೋಡಿಕೊಳ್ಳುವುದು ಮುಖ್ಯ, ಇದು ಒತ್ತಡವನ್ನು ಹೆಚ್ಚಿಸುತ್ತದೆ. ಇದು ಅಪಘಾತಕ್ಕೆ ಕಾರಣವಾಗಬಹುದು. ನೀವು ಕಾರಿನಿಂದ ಇಳಿಯುವಾಗ ಇದರ ಮೇಲೆ ಚೆನ್ನಾಗಿ ನಿಗಾ ಇಡಬಹುದು. ● ಹಲವು ಬಾರಿ, ಸಿಎನ್‌ಜಿ ಕಿಟ್‌ಗಳನ್ನು ಹೊರಗಿನ ಮೆಕ್ಯಾನಿಕ್ ಅಳವಡಿಸುತ್ತಾರೆ. (672, 1256, 802, 1427)
modi-headline: ಮೋದಿ ಪ್ರಧಾನಿ ಆದ್ಮೇಲೆ ಸಾಂವಿಧಾನಿಕ ಸಂಸ್ಥೆಗಳ ಮೌಲ್ಯ ಹಾಳಾಗಿದೆ (248, 456, 452, 500)
cng-bullet: ● ಸಿಎನ್‌ಜಿ ತುಂಬಿಸುವಾಗ ಟ್ಯಾಂಕ್ ಅತಿಯಾಗಿ ತುಂಬದಂತೆ ನೋಡಿಕೊಳ್ಳುವುದು ಮುಖ್ಯ, ಇದು ಒತ್ತಡವನ್ನು ಹೆಚ್ಚಿಸುತ್ತದೆ. ಇದು ಅಪಘಾತಕ್ಕೆ ಕಾರಣವಾಗಬಹುದು. ನೀವು ಕಾರಿನಿಂದ ಇಳಿಯುವಾಗ ಇದರ ಮೇಲೆ ಚೆನ್ನಾಗಿ ನಿಗಾ ಇಡಬಹುದು. (672, 1352, 802, 1405)
vertical-rule-mid (497, 450, 498, 740)
sidebar-lead: ನವದೆಹಲಿ: ಚಿತ್ರದುರ್ಗದ ರೇಣುಕಾಸ್ವಾಮಿ ಕೊಲೆ ಪ್ರಕರಣದ ಆದೇಶವನ್ನು ಪುನರ್ ಪರಿಶೀಲಿಸುವಂತೆ ಎ1 (12, 118, 188, 138)
parappana-col-2: ಹಾಕಿದ್ದಾರೆ. ಒಂದೊಂದು ರಸ್ತೆಗೆ 25 ಕೋಟಿಯಿಂದ 30 ಕೋಟಿ ರೂ ಬಿಲ್ ಬಾಕಿ ಇದೆ ಎಂದರು. ಗುಂಡಿಗಳಲ್ಲಿ ಜನರನ್ನು ಹಾಕಿ ಮುಚ್ಚುತ್ತಿದ್ದಾರೆ: ಇನ್ನು ಮತಗಳ್ಳತನದ ವಿರುದ್ಧ ಕಾಂಗ್ರೆಸ್‌ನಿಂದ ಸಹಿ ಸಂಗ್ರಹ ಅಭಿಯಾನ ವಿಚಾರವಾಗಿ ಮಾತನಾಡಿದ್ದು, ಕಾಂಗ್ರೆಸ್ ನವರಿಗೆ ಯಾವುದು ಆದ್ಯತೆ ಅಂತ ಗೊತ್ತಾಯ್ತು ಅಲ್ವಾ? ಕಾಂಗ್ರೆಸ್‌ನವರಿಗೆ ರಸ್ತೆಗಳು, ಕಸದ ಸಮಸ್ಯೆ ಆದ್ಯತೆ ಆಗಿಲ್ಲ, ಆದರೆ ಇವರಿಗೆ ರಾಜ್ಯ ಕಾಂಗ್ರೆಸ್ ನಾಯಕರು ರಾಹುಲ್ ಗಾಂಧಿಯನ್ನು ಮೆಚ್ಚಿಸಬೇಕು. ಯೋಗ್ಯತೆ ಇದ್ದರೆ ದೂರು ಕೊಡಲಿ, ನ್ಯಾಯಾಲಯಕ್ಕೆ ಹೋಗಲಿ. ಮಾನ ಮರ್ಯಾದೆ ಇದ್ದರೆ ಬಂದು ರಸ್ತೆ ಗುಂಡಿ ಮುಚ್ಚಬೇಕಿತ್ತು. ಆದರೆ ಗುಂಡಿಗಳಲ್ಲಿ ಜನರನ್ನು ಹಾಕಿ ಮುಚ್ಚುತ್ತಿದ್ದಾರೆ ಎಂದು ವಾಗ್ದಾಳಿ ಮಾಡಿದ್ದಾರೆ. ಎರಡು ವರ್ಷಗಳಲ್ಲಿ ಯಾವುದೇ ಅಭಿವೃದ್ಧಿ ಮಾಡಿಲ್ಲ, ಬರೀ ಗ್ಯಾರಂಟಿ ಯೋಜನೆಯೊಂದೇ ಸಾಧನೆ ಅಂತ ಹೇಳುತ್ತಿದೆ. ರಸ್ತೆ ಗುಂಡಿ ಮುಚ್ಚಲು 1800 ಕೋಟಿ ರೂ. ಖರ್ಚು ಮಾಡಿದ್ದೇವೆ ಅಂತಾರೆ. ರಸ್ತೆ ಗುಂಡಿಗಳನ್ನು ಮುಚ್ಚಿದ್ದರೆ ಯಾಕೆ ಗುಂಡಿಗಳಿವೆ. ಬಿಜೆಪಿ ಹಿಂದೆ ಗುಂಡಿ ಮುಚ್ಚಿಲ್ಲ ಅಂತಾರೆ, ಒಂದು ವಾರ ಗಡುವು ಕೊಡಿ ಅಂತ ಸಿಎಂ ಹೇಳುತ್ತಾರೆ. 1 ವಾರ ಆದ ಮೇಲೆ ಡಿ.ಕೆ. ಶಿವಕುಮಾರ್ ಕೇಳಿ ಅಂತಾರೆ. ಜವಾಬ್ದಾರಿ ಇಲ್ಲದೇ ಮಾತಾಡುವ ಸರ್ಕಾರ ಜನರ ಪಾಲಿಗೆ ಸತ್ತಿದೆ ಎಂದಿದ್ದಾರೆ. (768, 520, 940, 689)
section-label (722, 23, 938, 59)
lead-col-3-wrap: ಫ್ರೀಡಂ ಪಾರ್ಕ್ ನಲ್ಲಿ ನಡೆದ ಪ್ರತಿಭಟನೆಯಲ್ಲಿ ಲೋಕಸಭೆ ವಿರೋಧ ಪಕ್ಷದ ನಾಯಕ ರಾಹುಲ್ ಗಾಂಧಿ, ಎಐಸಿಸಿ ಅಧ್ಯಕ್ಷರಾದ ಮಲ್ಲಿಕಾರ್ಜುನ ಖರ್ಗೆ, ಮುಖ್ಯಮಂತ್ರಿಗಳು ಈ ಅಕ್ರಮದ ಬಗ್ಗೆ ಬೆಳಕು ಚೆಲ್ಲಿ ಇಲ್ಲಿಂದ ದೇಶಕ್ಕೆ (680, 114, 764, 187)
coffee-headline: 1200 ರೂ.ಗೆ ಏರಿಕೆ (379, 1159, 489, 1177)
farmers-col-3: 11 ಸಿಬ್ಬಂದಿಗೆ ಗಾಯವಾಗಿದೆ. 4-5 ಸರ್ಕಾರಿ ವಾಹನ, ಇನ್ನಿತರ ವಾಹನ ಸೇರಿ 10ಕ್ಕೂ ಹೆಚ್ಚು ವಾಹನಗಳಿಗೆ ಹಾನಿ ಆಗಿದೆ. ಘಟನಾ ಸ್ಥಳದಲ್ಲಿದ್ದ 40-50 ಸಿಸಿಟಿವಿ ಪರಿಶೀಲನೆ ನಡೆಸುತ್ತಿದ್ದೇವೆ. ಪ್ರತಿಭಟನೆ ವೇಳೆ ದೊಡ್ಡ ಜನಸಮೂಹ ಸೇರಿದ್ದರಿಂದ ಘಟನೆ ನಡೆದಿದೆ. ಈ ಬಗ್ಗೆ ಯಮಕನಮರಡಿ ಠಾಣೆಯಲ್ಲಿ ಪ್ರಕರಣ ದಾಖಲಾಗಿದೆ. ವಿಡಿಯೋ ಪರಿಶೀಲಿಸಿ ಕ್ರಮ ಕೈಗೊಳ್ಳುತ್ತೇವೆ ಎಂದಿದ್ದಾರೆ. (352, 974, 514, 1036)
coffee-reason-item: ● ಕಾಫಿ ಅತಿ ಹೆಚ್ಚು ಬೆಳೆಯುವ ಬ್ರೆಜಿಲ್, ವಿಯಟ್ನಾಂನಲ್ಲಿ ಕಾಫಿ ಬೆಳೆ ಕುಂಠಿತ (350, 1288, 518, 1309)
middle-rule (0, 740, 945, 741)
sidebar-wrap-text-2: ಸಿಎಂ ಸಿದ್ದರಾಮಯ್ಯ ಹೇಳಿದ್ದಾರೆ. 50 ರೂ. ಹೆಚ್ಚುವರಿ ಕೊಡಲು ಮಾಲೀಕರ ವಿರೋಧ ವಿಚಾರವಾಗಿ ಮಾಧ್ಯಮಗಳೊಂದಿಗೆ ಮಾತನಾಡಿದ ಅವರು, ಮಾಲೀಕರ ಎದುರೇ ಇದನ್ನ ನಿರ್ಧಾರ ಮಾಡಿದ್ದೇವೆ. (14, 460, 100, 522)
farmers-caption: ಹತ್ತರಗಿ ಟೋಲ್ ಬಳಿ ಕಲ್ಲುತೂರಾಟ (190, 972, 272, 981)
continued2-p0: ಹೋಗಿದ್ದ ರೈತನ ರಕ್ತ ಹೀರಿದೆ. ಒಂದೇ ತಿಂಗಳಲ್ಲಿ ನಾಲ್ವರು ರೈತರ ಮೇಲೆ ಹುಲಿ ದಾಳಿ ಮಾಡಿದ್ದು, ಮೂವರು ದುರ್ಮರಣ ಹೊಂದಿದ್ದಾರೆ. (350, 1064, 518, 1084)
aishwarya-col-1b: ಅತ್ಯಧಿಕ ತೆರಿಗೆಯಿಂದ ತಪ್ಪಿಸಿಕೊಳ್ಳುತ್ತಿರೋದಾಗಿ ಐಶ್ವರ್ಯಾ (547, 1040, 677, 1049)
aishwarya-col-2: ರೈ ಆದಾಯ ಪರಿಶೀಲನೆಗೆ ಒಳಪಟ್ಟಿತ್ತು. ಆದಾಯ ತೆರಿಗೆ ಇಲಾಖೆಯಿಂದ ನೋಟಿಸ್ ನೀಡಲಾಗಿತ್ತು. ಬಳಿಕ ಅವರು ಸ್ಪಷ್ಟೀಕರಣ ನೀಡಿದ್ದರು. ತೆರಿಗೆ ವಿನಾಯಿತಿ ಸಂಬಂಧಿಸಿ ಅರ್ಜಿ ಸಲ್ಲಿಸಿದ್ದರು. 2022-23 ರ ಮೌಲ್ಯಮಾಪನ ವರ್ಷಕ್ಕೆ 2022 ರ ಅ.22 ರಂದು ಐಶ್ವರ್ಯಾ ರೈ ಒಟ್ಟು 39 ಕೋಟಿ ರೂ. ಆದಾಯವನ್ನು ಘೋಷಿಸಿದರು. ಇದರ ಆಧಾರದ ಮೇಲೆ ಮೌಲ್ಯಮಾಪನ ಅಧಿಕಾರಿ ಐಶ್ವರ್ಯಾ ಅವರ ಅಂದಾಜು ಆದಾಯವನ್ನು 43.44 ಕೋಟಿ ರೂ.ಗೆ ಹೆಚ್ಚಿಸಿ, ನಿಯಮ 8ಡಿ ಅನ್ನು ಅನ್ವಯಿಸಿ 4.60 ಕೋಟಿ ರೂ. ಗಳನ್ನು ರದ್ದುಗೊಳಿಸಿತ್ತು. ಇದೀಗ ಹೆಚ್ಚುವರಿ ಟ್ಯಾಕ್ಸ್ ಕಟ್ಟಿದಂತೆ ಐಶ್ವರ್ಯಾ ರೈ ಪರ ಆದೇಶ ಬಂದಿದೆ. ದೆಹಲಿ ಹೈಕೋರ್ಟ್ ವ್ಯಕ್ತಿತ್ವ ಹಕ್ಕುಗಳ ಪ್ರಕರಣದಲ್ಲಿ ನಟಿ ಐಶ್ವರ್ಯಾ ರೈ ಬಚ್ಚನ್ ಅವರಿಗೆ ಮಧ್ಯಂತರ ರಕ್ಷಣೆ ನೀಡಿದೆ. (806, 860, 940, 1008)
lead-bottom-rule (202, 448, 945, 449)
vertical-rule-mid-2 (518, 742, 519, 1060)
parappana-col-1: ಮಾತನಾಡಿದ ವಿಧಾನಸಭೆ ವಿರೋಧ ಪಕ್ಷದ ನಾಯಕ ಆರ್.ಅಶೋಕ್, ಪರಪ್ಪನ ಅಗ್ರಹಾರ ಜೈಲಿನಲ್ಲಿ ಕೈದಿಗಳು ಮೊಬೈಲ್ ಬಳಸುತ್ತಾರೆ. ಇವರ ಮೇಲಿದ್ದ ಎಲ್ಲಾ ಕೇಸ್‌ಗಳನ್ನೂ ವಾಪಸ್ ಪಡೆದರು. ಇದೀಗ ಪರಪ್ಪನ ಅಗ್ರಹಾರ ಜೈಲು ಸೇರಿ ಉಗ್ರ ಕೃತ್ಯದಲ್ಲಿ ಅರೆಸ್ಟ್ ಆದವರಿಗೆ ಮೊಬೈಲ್ ಕೊಡುತ್ತಾರೆ. ರಾಜ್ಯ ಸರ್ಕಾರದ ಗೃಹ ಇಲಾಖೆ ಸತ್ತೇ ಹೋಗಿದೆ ಎಂದು ಕಿಡಿಕಾರಿದ್ದಾರೆ. ತೆರಿಗೆ ಹಣವನ್ನೆಲ್ಲಾ ತೆಗೆದುಕೊಂಡು ಗ್ಯಾರಂಟಿಗಳಿಗೆ ಹಾಕಿದ್ದಾರೆ: ಬೆಂಗಳೂರಿನ ಮಹತ್ತೂರಿನಲ್ಲಿ ರಸ್ತೆಗಳ ಸಮಸ್ಯೆ ವಿಚಾರವಾಗಿ ಮಾತನಾಡಿದ ಅವರು, ರಸ್ತೆಯಲ್ಲಿ ಕಸ ಇರುವ ಕಾರಣ ರಸ್ತೆಗಳು ಬ್ಲಾಕ್ ಆಗಿವೆ. ರಸ್ತೆಗಳು ಬ್ಲಾಕ್ ಆಗಿರುವುದರಿಂದ ಫುಟ್‌ಪಾತ್‌ನಲ್ಲಿ ಬೈಕ್ ಸಂಚರಿಸುತ್ತಿದ್ದಾರೆ. ಮಹತ್ತೂರಿನಲ್ಲಿ ಟನಲ್‌ನಲ್ಲಿ ಜನ ಸಂಚಾರ ಮಾಡುತ್ತಿದ್ದಾರೆ. ತೆರಿಗೆ ಹಣವನ್ನೆಲ್ಲಾ ತೆಗೆದುಕೊಂಡು ಗ್ಯಾರಂಟಿಗಳಿಗೆ (503, 626, 763, 711)
masthead (0, 0, 198, 54)
continued-p0: ಮುಗಿಸಲಿದ್ದು, ಸಚಿವ ಸಂಪುಟ ಪುನಾರಚನೆ ಬಗ್ಗೆಯೂ ಸಿಎಂ ಸುಳಿವು ನೀಡಿದ್ದಾರೆ. ಇಂತಹ ಸಂದರ್ಭದಲ್ಲಿ ಈ ಎಐ ನಿರ್ಮಿತ ವಿಡಿಯೋ ವೈರಲ್ ಆಗಿರೋದು ವಿವಾದಕ್ಕೆ ಕಾರಣವಾಗಿದೆ. (178, 1088, 338, 1119)
dks-press-photo (484, 116, 594, 204)
cm-press-photo (594, 116, 674, 204)
paper-logo (52, 6, 140, 28)
vertical-rule-low (521, 1062, 522, 1491)
leak-p1: ಐಸಿಸ್‌ನ ಮೋಸ್ಟ್ ವಾಂಟೆಡ್ ಉಗ್ರ ಜುಹಾದ್ ಹಮೀದ್ ಶಕೀಲ್ ಮನ್ನಾ ಎಂಬಾತನಿಗೂ ರಾಜಾತಿಥ್ಯ ದೊರೆಯುತ್ತಿರುವುದು ಬೆಳಕಿಗೆ ಬಂದಿದ್ದು, ಈತ ಜೈಲಿನಲ್ಲಿ ರಾಜಾರೋಷವಾಗಿ ಫೋನ್ ಬಳಕೆ ಮಾಡುತ್ತಿರುವುದು ಕಂಡುಬಂದಿದೆ. ಇದರೊಂದಿಗೆ, ಪರಪ್ಪನ ಅಗ್ರಹಾರ ಜೈಲು ಕೈದಿಗಳು, ಭಯೋತ್ಪಾದಕರಿಗೆ ಸ್ವರ್ಗವಾಗಿ ಮಾರ್ಪಟ್ಟಿದೆಯೇ ಎಂಬ ಪ್ರಶ್ನೆಯೂ ಉದ್ಭವಿಸಿದೆ. (6, 1092, 170, 1154)
sugarcane-col-2: ಹೆಚ್ಚುವರಿಯಾಗಿ 100 ರೂಪಾಯಿ ರೈತರಿಗೆ ನೀಡಲು ಸಭೆಯಲ್ಲಿ ನಿರ್ಣಯ ಆಗಿತ್ತು. 50 ರೂ. ಮಾಲೀಕರು ಮತ್ತು 50 ರೂ. ಸರ್ಕಾರ ನೀಡುವಂತೆ ಆಗಿದ್ದ ನಿರ್ಣಯಕ್ಕೆ ಸರ್ಕಾರ ಆದೇಶ ಮುದ್ರೆಯೊತ್ತಿದೆ. (736, 776, 938, 807)
issue-date: 9.11.2025 (82, 41, 118, 49)
sugarcane-col-1: ಬೆಂಗಳೂರು: ಕಬ್ಬು ಪ್ರತಿ ಟನ್‌ಗೆ 3,300 ರೂ. ನಿಗದಿಪಡಿಸಿ ರಾಜ್ಯ ಸರ್ಕಾರ ಅಧಿಕೃತ ಆದೇಶ ಹೊರಡಿಸಿದೆ. ಶುಕ್ರವಾರ ಕಾರ್ಖಾನೆಗಳ ಮಾಲೀಕರು, ರೈತರ ಜೊತೆ ಸಿಎಂ ಸಿದ್ದರಾಮಯ್ಯ ಸಭೆ ನಡೆಸಿದ್ದರು. (530, 776, 730, 807)
sugarcane-headline: ಕಬ್ಬು ಪ್ರತಿ ಟನ್‌ಗೆ 3,300 ರೂ.: ಅಧಿಕೃತ ಆದೇಶ (530, 749, 800, 769)
